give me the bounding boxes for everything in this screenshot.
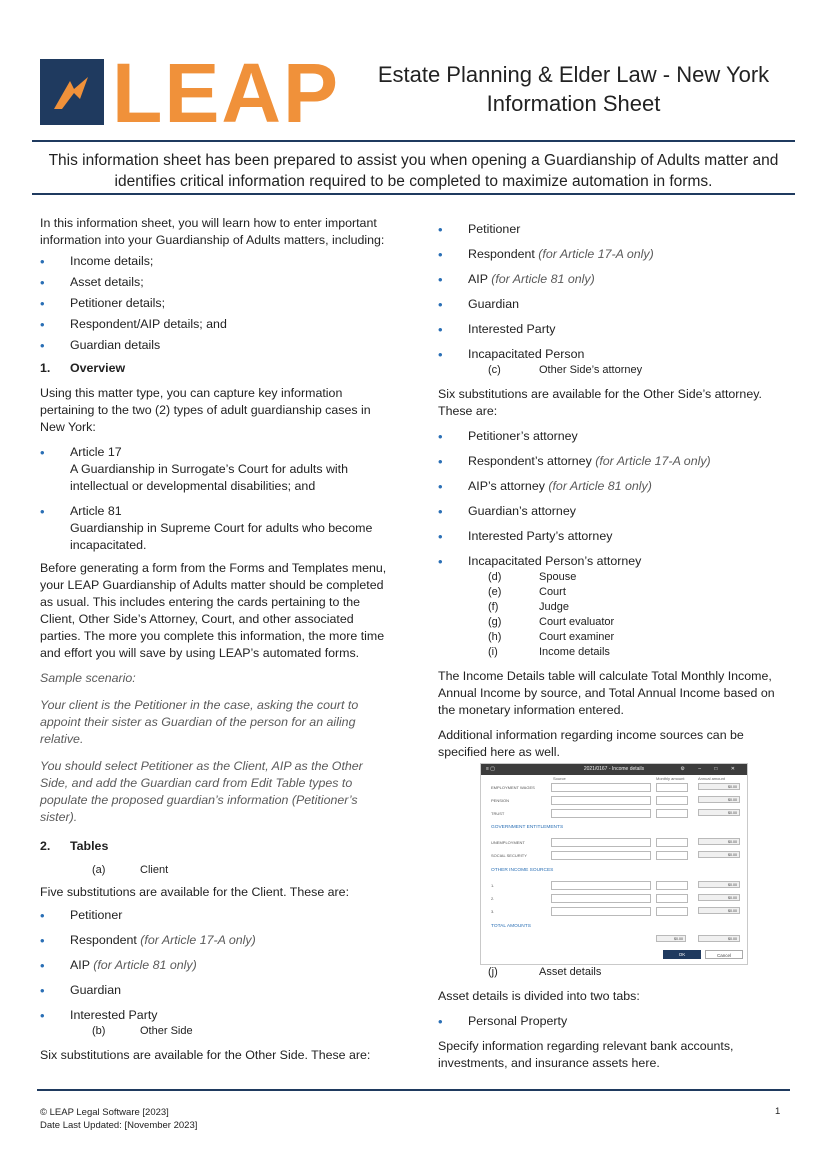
- page-number: 1: [775, 1106, 781, 1117]
- item-text: Guardian’s attorney: [468, 504, 576, 518]
- article-title: • Article 17: [70, 445, 122, 459]
- subsection-item: [438, 570, 783, 585]
- item-text: Respondent’s attorney: [468, 454, 596, 468]
- other-side-paragraph: Six substitutions are available for the Other Side. These are:: [40, 1048, 371, 1062]
- subsection-text: Spouse: [539, 571, 577, 583]
- asset-paragraph-2: Specify information regarding relevant bank accounts, investments, and insurance assets here.: [438, 1039, 734, 1070]
- page-title: [365, 60, 782, 118]
- item-text: AIP: [70, 958, 94, 972]
- article-title: • Article 81: [70, 504, 122, 518]
- item-text: Interested Party: [70, 1008, 158, 1022]
- section-government: GOVERNMENT ENTITLEMENTS: [491, 825, 564, 830]
- subsection-label: (j): [488, 966, 498, 978]
- list-item: [438, 553, 783, 570]
- subsection-item: [438, 630, 783, 645]
- item-note: (for Article 17-A only): [140, 933, 256, 947]
- col-header-monthly: Monthly amount: [656, 776, 685, 781]
- section-total: TOTAL AMOUNTS: [491, 924, 531, 929]
- annual-amount: $0.00: [698, 881, 740, 888]
- subsection-label: (c): [488, 364, 501, 376]
- item-note: (for Article 81 only): [548, 479, 652, 493]
- section-number: 2.: [40, 839, 51, 853]
- annual-amount: $0.00: [698, 783, 740, 790]
- source-input[interactable]: [551, 838, 651, 847]
- list-item: [438, 271, 783, 288]
- list-item: [438, 321, 783, 338]
- attorney-paragraph: Six substitutions are available for the Other Side’s attorney. These are:: [438, 387, 762, 418]
- intro-paragraph: In this information sheet, you will learn how to enter important information into your Guardianship of Adults matters, including:: [40, 216, 385, 247]
- monthly-input[interactable]: [656, 796, 688, 805]
- item-note: (for Article 81 only): [93, 958, 197, 972]
- title-line-2: Information Sheet: [486, 91, 661, 116]
- list-item: [40, 957, 392, 974]
- source-input[interactable]: [551, 809, 651, 818]
- section-number: 1.: [40, 361, 51, 375]
- attorney-list: [438, 428, 783, 570]
- list-item: [438, 296, 783, 313]
- leap-wordmark: LEAP: [112, 59, 340, 125]
- item-text: Petitioner’s attorney: [468, 429, 578, 443]
- col-header-source: Source: [553, 776, 566, 781]
- item-text: AIP: [468, 272, 492, 286]
- item-note: (for Article 17-A only): [538, 247, 654, 261]
- monthly-input[interactable]: [656, 907, 688, 916]
- subsection-text: Judge: [539, 601, 569, 613]
- window-controls: ⚙ – □ ✕: [680, 766, 741, 772]
- monthly-input[interactable]: [656, 838, 688, 847]
- subsection-label: (e): [488, 586, 502, 598]
- list-item: • Respondent/AIP details; and: [40, 316, 392, 333]
- subsection-label: (h): [488, 631, 502, 643]
- subsection-text: Other Side: [140, 1025, 193, 1037]
- item-note: (for Article 81 only): [491, 272, 595, 286]
- cancel-button[interactable]: Cancel: [705, 950, 743, 959]
- title-line-1: Estate Planning & Elder Law - New York: [377, 62, 770, 87]
- article-text: A Guardianship in Surrogate’s Court for adults with intellectual or developmental disabilities; and: [70, 462, 349, 493]
- annual-amount: $0.00: [698, 796, 740, 803]
- list-item: [438, 221, 783, 238]
- source-input[interactable]: [551, 881, 651, 890]
- subsection-text: Income details: [539, 646, 610, 658]
- window-title: 2021/0167 - Income details: [583, 766, 645, 772]
- annual-amount: $0.00: [698, 894, 740, 901]
- item-text: Incapacitated Person: [468, 347, 585, 361]
- item-text: AIP’s attorney: [468, 479, 549, 493]
- source-input[interactable]: [551, 796, 651, 805]
- source-input[interactable]: [551, 894, 651, 903]
- monthly-input[interactable]: [656, 809, 688, 818]
- list-item: [40, 982, 392, 999]
- header-rule-bottom: [32, 193, 795, 195]
- section-title: Overview: [70, 361, 126, 375]
- intro-list: [40, 253, 392, 354]
- subsection-item: [438, 585, 783, 600]
- item-text: Respondent: [70, 933, 141, 947]
- row-label: 2.: [491, 896, 495, 901]
- row-label: EMPLOYMENT WAGES: [491, 785, 535, 790]
- sample-paragraph-1: Your client is the Petitioner in the case, asking the court to appoint their sister as Guardian of the person for an ailing relative.: [40, 698, 359, 746]
- list-item: [438, 478, 783, 495]
- subsection-label: (i): [488, 646, 498, 658]
- list-item: [40, 907, 392, 924]
- before-paragraph: Before generating a form from the Forms and Templates menu, your LEAP Guardianship of Adults matter should be completed as usual. This includes entering the cards pertaining to the Client, Other Side’s Attorney, Court, and other associated parties. The more you complete this information, the more time and effort you will save by using LEAP’s automated forms.: [40, 561, 387, 660]
- section-heading-overview: [40, 360, 392, 377]
- annual-amount: $0.00: [698, 809, 740, 816]
- section-title: Tables: [70, 839, 109, 853]
- list-item: [438, 528, 783, 545]
- intro-statement: This information sheet has been prepared to assist you when opening a Guardianship of Adults matter and identifies critical information required to be completed to maximize automation in forms.: [48, 152, 779, 190]
- subsection-text: Court evaluator: [539, 616, 615, 628]
- row-label: 1.: [491, 883, 495, 888]
- col-header-annual: Annual amount: [698, 776, 725, 781]
- list-item-article-17: [40, 444, 392, 495]
- list-item: • Personal Property: [438, 1013, 783, 1030]
- section-heading-tables: [40, 838, 392, 855]
- income-details-window: [480, 763, 748, 965]
- window-menu-icon: ≡ ▢: [486, 766, 496, 772]
- list-item-article-81: [40, 503, 392, 554]
- row-label: TRUST: [491, 811, 505, 816]
- monthly-input[interactable]: [656, 881, 688, 890]
- footer-copyright: © LEAP Legal Software [2023]: [40, 1107, 169, 1118]
- item-note: (for Article 17-A only): [595, 454, 711, 468]
- subsection-asset-details: [438, 965, 783, 980]
- monthly-input[interactable]: [656, 851, 688, 860]
- item-text: Guardian: [468, 297, 519, 311]
- footer-date-updated: Date Last Updated: [November 2023]: [40, 1120, 198, 1131]
- row-label: PENSION: [491, 798, 510, 803]
- right-column-lower: [438, 965, 783, 1072]
- item-text: Incapacitated Person’s attorney: [468, 554, 642, 568]
- monthly-input[interactable]: [656, 783, 688, 792]
- subsection-label: (a): [92, 864, 106, 876]
- subsection-label: (b): [92, 1025, 106, 1037]
- subsection-label: (g): [488, 616, 502, 628]
- right-column: [438, 221, 783, 761]
- row-label: UNEMPLOYMENT: [491, 840, 525, 845]
- subsection-item: [438, 615, 783, 630]
- subsection-label: (d): [488, 571, 502, 583]
- subsection-item: [438, 645, 783, 660]
- list-item: [438, 428, 783, 445]
- article-text: Guardianship in Supreme Court for adults who become incapacitated.: [70, 521, 373, 552]
- subsection-list: [438, 570, 783, 660]
- footer-rule: [37, 1089, 790, 1091]
- list-item: [438, 246, 783, 263]
- subsection-text: Asset details: [539, 966, 602, 978]
- subsection-other-side-attorney: [438, 363, 783, 378]
- income-paragraph-2: Additional information regarding income sources can be specified here as well.: [438, 728, 744, 759]
- row-label: 3.: [491, 909, 495, 914]
- subsection-text: Client: [140, 864, 169, 876]
- source-input[interactable]: [551, 783, 651, 792]
- list-item: • Petitioner details;: [40, 295, 392, 312]
- source-input[interactable]: [551, 907, 651, 916]
- window-titlebar: [481, 764, 747, 775]
- item-text: Interested Party: [468, 322, 556, 336]
- leap-logo: [40, 59, 345, 125]
- list-item: [438, 503, 783, 520]
- client-paragraph: Five substitutions are available for the Client. These are:: [40, 885, 350, 899]
- item-text: Guardian: [70, 983, 121, 997]
- ok-button[interactable]: OK: [663, 950, 701, 959]
- list-item: [438, 346, 783, 363]
- left-column: [40, 215, 392, 1064]
- annual-amount: $0.00: [698, 907, 740, 914]
- section-other-income: OTHER INCOME SOURCES: [491, 868, 554, 873]
- list-item: [40, 1007, 392, 1024]
- list-item: • Income details;: [40, 253, 392, 270]
- asset-paragraph: Asset details is divided into two tabs:: [438, 989, 640, 1003]
- source-input[interactable]: [551, 851, 651, 860]
- monthly-input[interactable]: [656, 894, 688, 903]
- footer: [40, 1106, 197, 1132]
- total-annual: $0.00: [698, 935, 740, 942]
- subsection-client: [40, 863, 392, 878]
- subsection-text: Court examiner: [539, 631, 615, 643]
- list-item: [438, 453, 783, 470]
- list-item: • Asset details;: [40, 274, 392, 291]
- item-text: Petitioner: [468, 222, 521, 236]
- list-item: • Guardian details: [40, 337, 392, 354]
- overview-paragraph: Using this matter type, you can capture key information pertaining to the two (2) types of adult guardianship cases in New York:: [40, 386, 371, 434]
- other-side-list: [438, 221, 783, 363]
- subsection-text: Court: [539, 586, 566, 598]
- item-text: Interested Party’s attorney: [468, 529, 613, 543]
- subsection-other-side: [40, 1024, 392, 1039]
- list-item: [40, 932, 392, 949]
- income-paragraph: The Income Details table will calculate Total Monthly Income, Annual Income by source, and Total Annual Income based on the monetary information entered.: [438, 669, 775, 717]
- row-label: SOCIAL SECURITY: [491, 853, 527, 858]
- leap-logo-graphic: [40, 59, 345, 125]
- total-monthly: $0.00: [656, 935, 686, 942]
- annual-amount: $0.00: [698, 838, 740, 845]
- sample-label: Sample scenario:: [40, 671, 136, 685]
- subsection-text: Other Side’s attorney: [539, 364, 643, 376]
- subsection-label: (f): [488, 601, 499, 613]
- header-rule-top: [32, 140, 795, 142]
- item-text: Respondent: [468, 247, 539, 261]
- client-list: [40, 907, 392, 1024]
- sample-paragraph-2: You should select Petitioner as the Client, AIP as the Other Side, and add the Guardian card from Edit Table types to populate the proposed guardian’s information (Petitioner’s sister).: [40, 759, 363, 824]
- annual-amount: $0.00: [698, 851, 740, 858]
- subsection-item: [438, 600, 783, 615]
- item-text: Petitioner: [70, 908, 123, 922]
